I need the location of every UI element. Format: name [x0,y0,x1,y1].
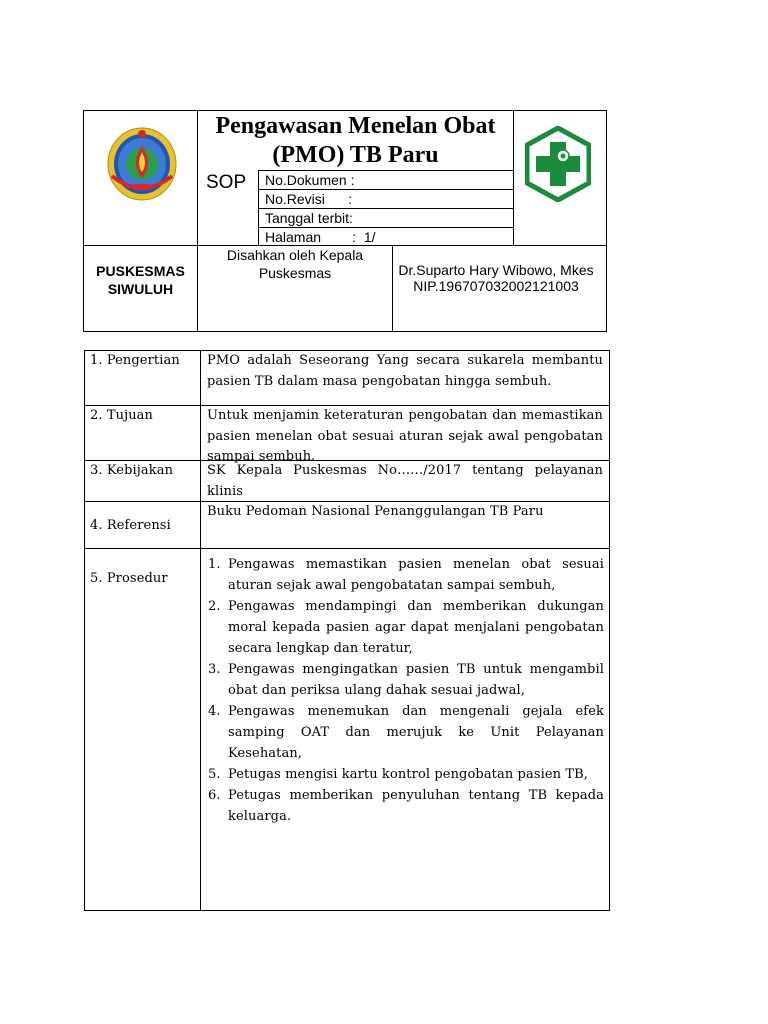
table-divider [84,548,610,549]
list-item [204,554,604,596]
title-line-1: Pengawasan Menelan Obat [215,113,496,139]
procedure-list [204,554,604,827]
text-kebijakan: SK Kepala Puskesmas No……/2017 tentang pelayanan klinis [207,463,603,499]
step-number: 1. [208,557,221,572]
org-line-2: SIWULUH [107,281,174,297]
step-number: 6. [208,788,221,803]
document-title [198,112,513,170]
label-tujuan: 2. Tujuan [90,408,154,423]
step-number: 5. [208,767,221,782]
label-pengertian: 1. Pengertian [90,353,180,368]
puskesmas-logo [525,126,591,202]
title-line-2: (PMO) TB Paru [272,142,439,168]
step-text: Pengawas menemukan dan mengenali gejala efek samping OAT dan merujuk ke Unit Pelayanan Kesehatan, [228,704,604,761]
header-divider [513,110,514,245]
list-item [204,764,604,785]
text-referensi: Buku Pedoman Nasional Penanggulangan TB Paru [207,504,544,519]
tanggal-terbit: Tanggal terbit: [265,210,353,226]
list-item [204,659,604,701]
signer-name: Dr.Suparto Hary Wibowo, Mkes [398,262,594,278]
approval-label [198,246,392,282]
no-revisi: No.Revisi : [265,191,353,207]
org-line-1: PUSKESMAS [96,263,185,279]
halaman: Halaman : 1/ [265,229,376,245]
no-dokumen: No.Dokumen : [265,172,355,188]
approval-line-1: Disahkan oleh Kepala [226,247,364,263]
label-prosedur: 5. Prosedur [90,571,168,586]
step-text: Petugas mengisi kartu kontrol pengobatan pasien TB, [228,767,589,782]
signer-nip: NIP.196707032002121003 [413,278,579,294]
step-number: 4. [208,704,221,719]
approval-line-2: Puskesmas [258,265,332,281]
table-divider [200,350,201,911]
list-item [204,785,604,827]
regional-emblem-logo [104,124,180,204]
list-item [204,701,604,764]
step-text: Pengawas mendampingi dan memberikan dukungan moral kepada pasien agar dapat menjalani pengobatan secara lengkap dan teratur, [228,599,604,656]
signer-block [393,262,599,294]
step-number: 3. [208,662,221,677]
step-text: Pengawas memastikan pasien menelan obat sesuai aturan sejak awal pengobatatan sampai sembuh, [228,557,604,593]
label-kebijakan: 3. Kebijakan [90,463,174,478]
organization-name [84,262,197,298]
text-pengertian: PMO adalah Seseorang Yang secara sukarela membantu pasien TB dalam masa pengobatan hingga sembuh. [207,353,603,389]
list-item [204,596,604,659]
step-number: 2. [208,599,221,614]
step-text: Pengawas mengingatkan pasien TB untuk mengambil obat dan periksa ulang dahak sesuai jadwal, [228,662,604,698]
label-referensi: 4. Referensi [90,518,171,533]
sop-label: SOP [206,172,247,193]
step-text: Petugas memberikan penyuluhan tentang TB kepada keluarga. [228,788,604,824]
text-tujuan: Untuk menjamin keteraturan pengobatan dan memastikan pasien menelan obat sesuai aturan sejak awal pengobatan sampai sembuh. [207,408,603,464]
